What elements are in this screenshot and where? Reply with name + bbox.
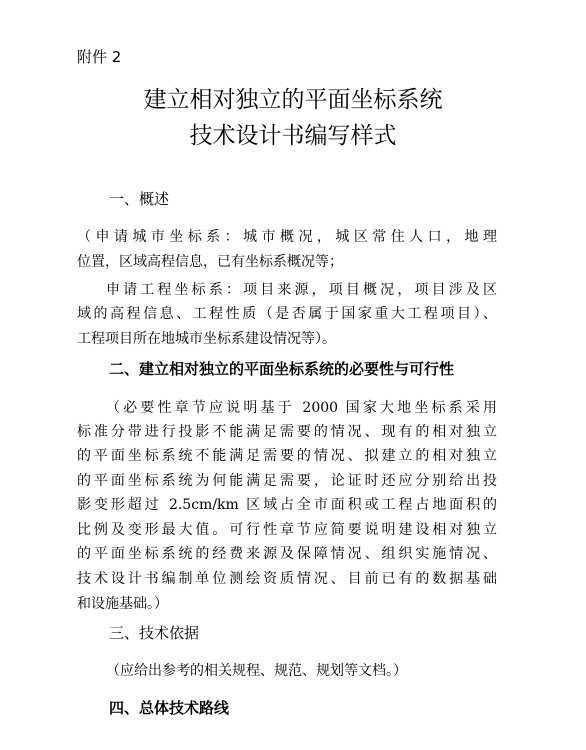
paragraph-line: 技术设计书编制单位测绘资质情况、目前已有的数据基础	[77, 571, 497, 587]
paragraph-line: 的平面坐标系统为何能满足需要，论证时还应分别给出投	[77, 473, 497, 489]
paragraph-line: 和设施基础。）	[77, 596, 168, 612]
paragraph-line: （申请城市坐标系：城市概况，城区常住人口，地理	[77, 229, 497, 245]
paragraph-line: 影变形超过 2.5cm/km 区域占全市面积或工程占地面积的	[77, 497, 497, 513]
document-title-line-2: 技术设计书编写样式	[189, 123, 397, 149]
section-heading-technical-route: 四、总体技术路线	[109, 699, 230, 717]
paragraph-line: 申请工程坐标系：项目来源，项目概况，项目涉及区	[106, 282, 497, 298]
attachment-label: 附件 2	[77, 48, 122, 66]
paragraph-line: 位置，区域高程信息，已有坐标系概况等；	[77, 254, 343, 270]
document-title-line-1: 建立相对独立的平面坐标系统	[143, 87, 443, 113]
paragraph-line: 比例及变形最大值。可行性章节应简要说明建设相对独立	[77, 522, 497, 538]
section-heading-necessity: 二、建立相对独立的平面坐标系统的必要性与可行性	[109, 360, 455, 378]
paragraph-line: （应给出参考的相关规程、规范、规划等文档。）	[106, 663, 407, 679]
section-heading-overview: 一、概述	[109, 190, 170, 208]
paragraph-line: 工程项目所在地城市坐标系建设情况等）。	[77, 331, 336, 347]
paragraph-line: 的平面坐标系统不能满足需要的情况、拟建立的相对独立	[77, 448, 497, 464]
paragraph-line: 的平面坐标系统的经费来源及保障情况、组织实施情况、	[77, 546, 497, 562]
paragraph-line: 域的高程信息、工程性质（是否属于国家重大工程项目）、	[77, 306, 497, 322]
paragraph-line: 标准分带进行投影不能满足需要的情况、现有的相对独立	[77, 424, 497, 440]
section-heading-technical-basis: 三、技术依据	[109, 624, 200, 642]
paragraph-line: （必要性章节应说明基于 2000 国家大地坐标系采用	[106, 400, 497, 416]
